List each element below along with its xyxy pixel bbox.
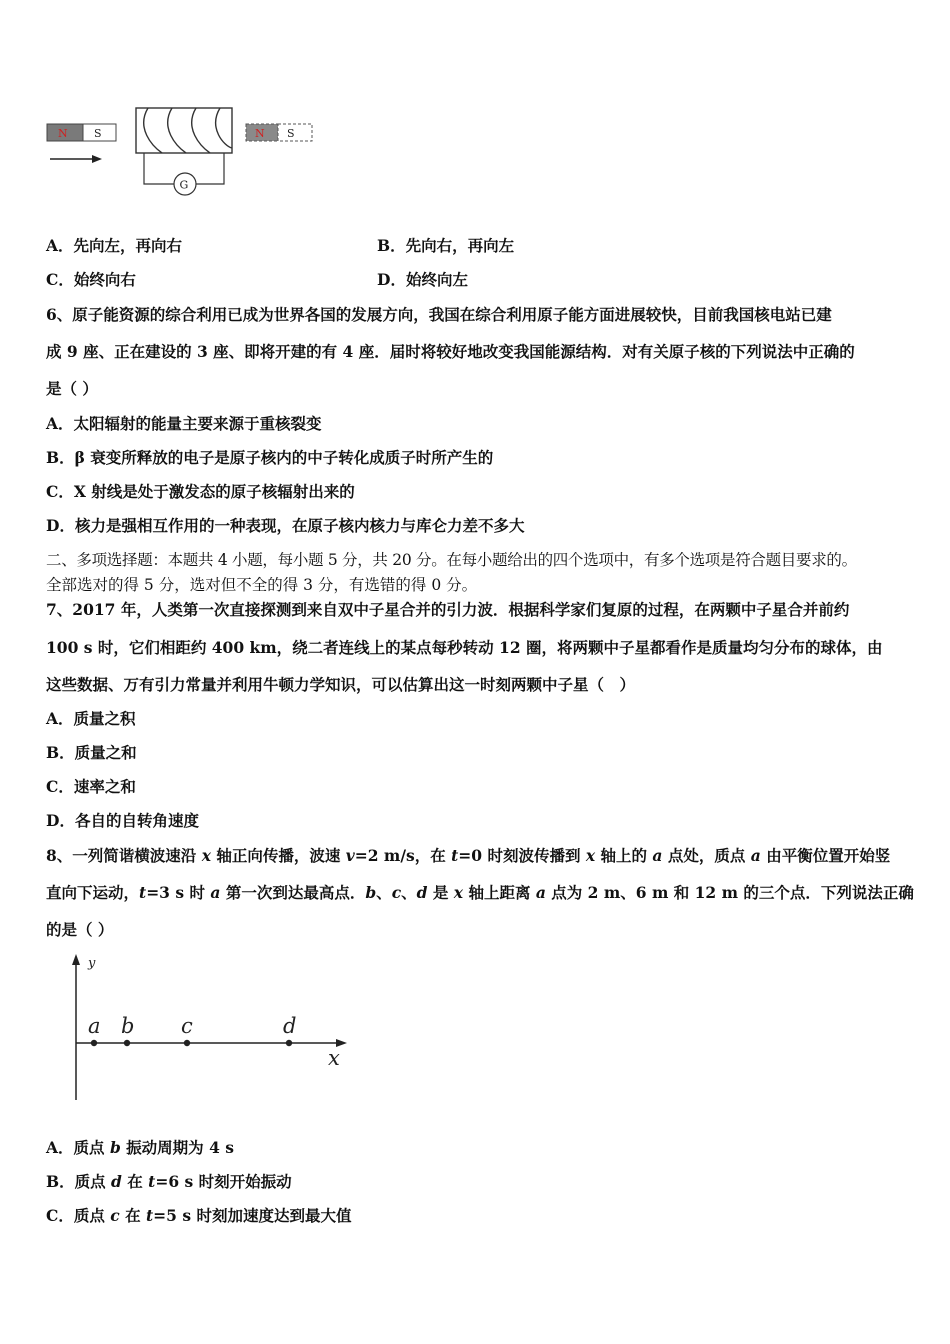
text-run: 点处，质点 xyxy=(662,846,751,865)
text-run: 、 xyxy=(376,883,392,902)
q7-option-b xyxy=(46,743,926,763)
section-2-heading-line-1: 二、多项选择题：本题共 4 小题，每小题 5 分，共 20 分。在每小题给出的四个选项中，有多个选项是符合题目要求的。 xyxy=(46,551,857,569)
text-run: =2 m/s，在 xyxy=(354,846,452,865)
point-a xyxy=(91,1040,97,1046)
point-label-a: a xyxy=(88,1014,101,1038)
solenoid xyxy=(136,108,232,153)
point-b xyxy=(124,1040,130,1046)
text-run: 由平衡位置开始竖 xyxy=(760,846,891,865)
option-letter: C． xyxy=(46,270,74,289)
q5-option-d xyxy=(377,270,468,290)
q6-option-c xyxy=(46,482,926,502)
option-text: 质量之积 xyxy=(73,709,136,728)
option-text: 速率之和 xyxy=(73,777,136,796)
point-label-d: d xyxy=(283,1014,297,1038)
q6-option-a xyxy=(46,414,926,434)
text-run: 质点 xyxy=(73,1138,110,1157)
option-text: 太阳辐射的能量主要来源于重核裂变 xyxy=(73,414,322,433)
q5-option-c xyxy=(46,270,136,290)
q6-stem-line-1: 6、原子能资源的综合利用已成为世界各国的发展方向，我国在综合利用原子能方面进展较快，目前我国核电站已建 xyxy=(46,305,832,324)
galvanometer-circuit xyxy=(144,153,224,195)
variable: c xyxy=(110,1206,120,1225)
q7-option-c xyxy=(46,777,926,797)
option-letter: D． xyxy=(46,516,75,535)
option-letter: A． xyxy=(46,1138,74,1157)
section-2-heading-line-2: 全部选对的得 5 分，选对但不全的得 3 分，有选错的得 0 分。 xyxy=(46,576,478,594)
variable: t xyxy=(139,883,147,902)
text-run: =6 s 时刻开始振动 xyxy=(155,1172,292,1191)
text-run: 8、一列简谐横波速沿 xyxy=(46,846,202,865)
text-run: 振动周期为 4 s xyxy=(120,1138,234,1157)
text-run: 在 xyxy=(121,1172,149,1191)
option-text: 先向右，再向左 xyxy=(405,236,515,255)
y-axis-arrow-icon xyxy=(72,954,80,965)
text-run: =3 s 时 xyxy=(146,883,211,902)
option-letter: B． xyxy=(46,1172,75,1191)
option-letter: B． xyxy=(46,448,75,467)
magnet-left xyxy=(47,124,116,141)
magnet-solenoid-figure xyxy=(44,98,314,198)
q8-option-b xyxy=(46,1172,926,1192)
q7-option-a xyxy=(46,709,926,729)
option-letter: C． xyxy=(46,482,74,501)
variable: t xyxy=(148,1172,156,1191)
x-axis-label: x xyxy=(328,1046,340,1070)
option-text: β 衰变所释放的电子是原子核内的中子转化成质子时所产生的 xyxy=(74,448,494,467)
q7-stem-line-2: 100 s 时，它们相距约 400 km，绕二者连线上的某点每秒转动 12 圈，将两颗中子星都看作是质量均匀分布的球体，由 xyxy=(46,638,883,657)
magnet-right-n-label: N xyxy=(255,127,265,140)
motion-arrow xyxy=(50,155,102,163)
q8-option-a xyxy=(46,1138,926,1158)
q5-option-b xyxy=(377,236,514,256)
option-letter: B． xyxy=(46,743,75,762)
option-text: 质量之和 xyxy=(74,743,137,762)
q6-option-b xyxy=(46,448,926,468)
option-letter: A． xyxy=(46,709,74,728)
q6-stem-line-3: 是（ ） xyxy=(46,379,98,398)
point-d xyxy=(286,1040,292,1046)
option-letter: C． xyxy=(46,1206,74,1225)
option-text: 始终向左 xyxy=(405,270,468,289)
variable: a xyxy=(535,883,546,902)
q8-stem-line-2 xyxy=(46,883,926,903)
text-run: =5 s 时刻加速度达到最大值 xyxy=(153,1206,352,1225)
option-text: X 射线是处于激发态的原子核辐射出来的 xyxy=(73,482,355,501)
option-letter: D． xyxy=(46,811,75,830)
text-run: 点为 2 m、6 m 和 12 m 的三个点．下列说法正确 xyxy=(545,883,914,902)
q8-stem-line-1 xyxy=(46,846,926,866)
text-run: 第一次到达最高点． xyxy=(220,883,366,902)
q8-stem-line-3: 的是（ ） xyxy=(46,920,114,939)
text-run: 轴上距离 xyxy=(463,883,536,902)
q5-option-a xyxy=(46,236,182,256)
text-run: 在 xyxy=(119,1206,146,1225)
variable: b xyxy=(365,883,377,902)
option-letter: D． xyxy=(377,270,406,289)
text-run: 轴正向传播，波速 xyxy=(210,846,346,865)
magnet-left-s-label: S xyxy=(94,127,102,140)
variable: b xyxy=(109,1138,121,1157)
q7-stem-line-3: 这些数据、万有引力常量并利用牛顿力学知识，可以估算出这一时刻两颗中子星（ ） xyxy=(46,675,636,694)
variable: x xyxy=(585,846,596,865)
variable: t xyxy=(451,846,459,865)
variable: x xyxy=(453,883,464,902)
q6-stem-line-2: 成 9 座、正在建设的 3 座、即将开建的有 4 座．届时将较好地改变我国能源结构．对有关原子核的下列说法中正确的 xyxy=(46,342,855,361)
wave-axis-figure xyxy=(60,952,370,1102)
q8-option-c xyxy=(46,1206,926,1226)
text-run: 质点 xyxy=(73,1206,111,1225)
variable: v xyxy=(345,846,355,865)
option-letter: B． xyxy=(377,236,406,255)
variable: c xyxy=(391,883,402,902)
magnet-right-dashed xyxy=(246,124,312,141)
option-text: 始终向右 xyxy=(73,270,136,289)
variable: x xyxy=(201,846,211,865)
option-letter: A． xyxy=(46,414,74,433)
option-text: 先向左，再向右 xyxy=(73,236,183,255)
option-text: 各自的自转角速度 xyxy=(74,811,199,830)
variable: d xyxy=(416,883,428,902)
text-run: =0 时刻波传播到 xyxy=(458,846,586,865)
point-label-b: b xyxy=(121,1014,135,1038)
variable: a xyxy=(750,846,761,865)
y-axis-label: y xyxy=(88,956,96,971)
variable: a xyxy=(652,846,663,865)
text-run: 轴上的 xyxy=(595,846,653,865)
q6-option-d xyxy=(46,516,926,536)
magnet-right-s-label: S xyxy=(287,127,295,140)
galvanometer-label: G xyxy=(179,178,189,192)
variable: d xyxy=(111,1172,122,1191)
point-c xyxy=(184,1040,190,1046)
magnet-left-n-label: N xyxy=(58,127,68,140)
text-run: 、 xyxy=(401,883,417,902)
variable: a xyxy=(210,883,221,902)
variable: t xyxy=(146,1206,154,1225)
text-run: 是 xyxy=(427,883,454,902)
q7-stem-line-1: 7、2017 年，人类第一次直接探测到来自双中子星合并的引力波．根据科学家们复原的过程，在两颗中子星合并前约 xyxy=(46,600,850,619)
option-letter: C． xyxy=(46,777,74,796)
q7-option-d xyxy=(46,811,926,831)
text-run: 质点 xyxy=(74,1172,112,1191)
option-letter: A． xyxy=(46,236,74,255)
text-run: 直向下运动， xyxy=(46,883,140,902)
option-text: 核力是强相互作用的一种表现，在原子核内核力与库仑力差不多大 xyxy=(74,516,525,535)
point-label-c: c xyxy=(181,1014,193,1038)
